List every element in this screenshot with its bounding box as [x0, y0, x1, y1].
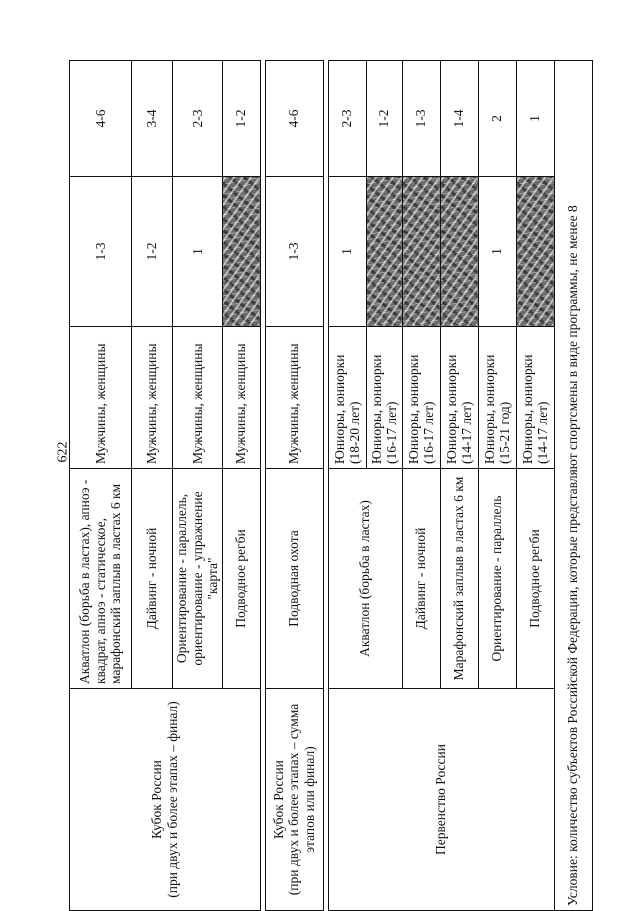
- competition-name: Кубок России: [270, 760, 286, 839]
- places-cell: 1-3: [265, 177, 323, 327]
- table-row: [70, 61, 132, 911]
- shaded-cell: [402, 177, 440, 327]
- class-cell: 1-4: [440, 61, 478, 177]
- discipline-cell: Дайвинг - ночной: [402, 469, 440, 689]
- competition-stages: (при двух и более этапах – сумма этапов или финал): [286, 703, 317, 896]
- places-cell: 1: [173, 177, 223, 327]
- class-cell: 1: [516, 61, 554, 177]
- group-cell: Юниоры, юниорки (18-20 лет): [328, 327, 366, 469]
- discipline-cell: Подводное регби: [222, 469, 260, 689]
- sports-requirements-table-rotated: [69, 61, 581, 911]
- shaded-cell: [222, 177, 260, 327]
- group-cell: Юниоры, юниорки (14-17 лет): [516, 327, 554, 469]
- discipline-cell: Ориентирование - параллель, ориентирование - упражнение "карта": [173, 469, 223, 689]
- places-cell: 1: [478, 177, 516, 327]
- competition-name: Кубок России: [149, 760, 165, 839]
- class-cell: 2: [478, 61, 516, 177]
- class-cell: 2-3: [173, 61, 223, 177]
- group-cell: Мужчины, женщины: [173, 327, 223, 469]
- class-cell: 1-2: [222, 61, 260, 177]
- discipline-cell: Ориентирование - параллель: [478, 469, 516, 689]
- page-number: 622: [55, 441, 71, 463]
- group-cell: Юниоры, юниорки (16-17 лет): [402, 327, 440, 469]
- condition-note: Условие: количество субъектов Российской Федерации, которые представляют спортсмены в виде программы, не менее 8: [554, 61, 592, 911]
- discipline-cell: Акватлон (борьба в ластах): [328, 469, 402, 689]
- places-cell: 1: [328, 177, 366, 327]
- class-cell: 4-6: [265, 61, 323, 177]
- discipline-cell: Дайвинг - ночной: [132, 469, 173, 689]
- group-cell: Мужчины, женщины: [222, 327, 260, 469]
- places-cell: 1-2: [132, 177, 173, 327]
- shaded-cell: [366, 177, 402, 327]
- condition-row: [554, 61, 592, 911]
- table-row: [328, 61, 366, 911]
- group-cell: Юниоры, юниорки (14-17 лет): [440, 327, 478, 469]
- discipline-cell: Подводная охота: [265, 469, 323, 689]
- class-cell: 2-3: [328, 61, 366, 177]
- competition-cell: Первенство России: [328, 689, 554, 911]
- discipline-cell: Акватлон (борьба в ластах), апноэ - квадрат, апноэ - статическое, марафонский заплыв в ластах 6 км: [70, 469, 132, 689]
- places-cell: 1-3: [70, 177, 132, 327]
- competition-cell: [265, 689, 323, 911]
- class-cell: 1-2: [366, 61, 402, 177]
- discipline-cell: Марафонский заплыв в ластах 6 км: [440, 469, 478, 689]
- class-cell: 1-3: [402, 61, 440, 177]
- group-cell: Мужчины, женщины: [70, 327, 132, 469]
- competition-stages: (при двух и более этапах – финал): [164, 701, 180, 898]
- group-cell: Юниоры, юниорки (16-17 лет): [366, 327, 402, 469]
- table-row: [265, 61, 323, 911]
- competition-cell: [70, 689, 261, 911]
- group-cell: Мужчины, женщины: [132, 327, 173, 469]
- shaded-cell: [516, 177, 554, 327]
- class-cell: 4-6: [70, 61, 132, 177]
- shaded-cell: [440, 177, 478, 327]
- group-cell: Юниоры, юниорки (15-21 год): [478, 327, 516, 469]
- group-cell: Мужчины, женщины: [265, 327, 323, 469]
- sports-requirements-table: [69, 60, 593, 911]
- class-cell: 3-4: [132, 61, 173, 177]
- discipline-cell: Подводное регби: [516, 469, 554, 689]
